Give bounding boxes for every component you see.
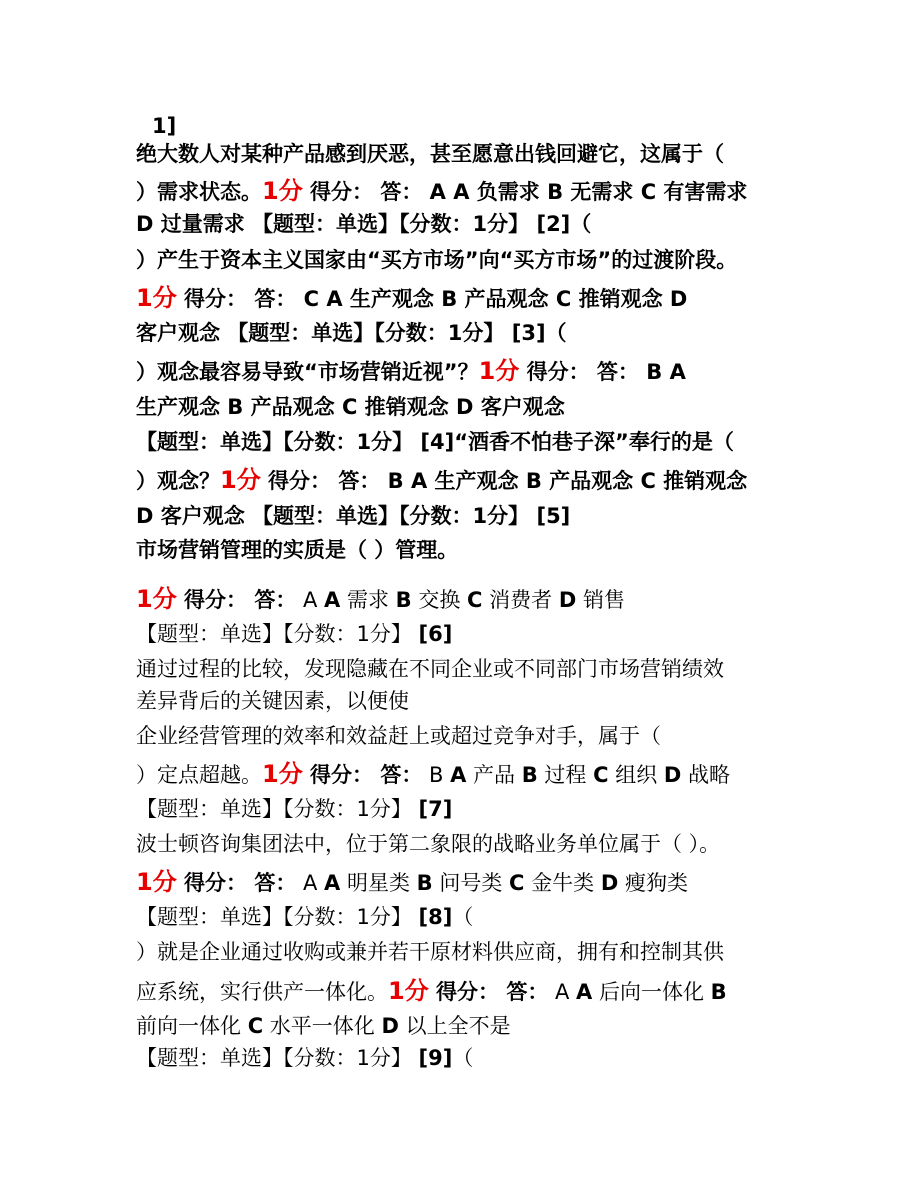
text-segment: D: [558, 588, 577, 612]
text-line: [136, 621, 452, 647]
text-line: [136, 656, 724, 682]
text-segment: A: [296, 588, 325, 612]
text-segment: A: [576, 980, 593, 1004]
text-segment: 得分： 答： C A 生产观念 B 产品观念 C 推销观念 D: [176, 287, 688, 311]
score-label: 1分: [478, 357, 520, 385]
text-line: [136, 503, 570, 529]
text-line: [136, 586, 625, 612]
text-segment: B: [422, 763, 451, 787]
text-segment: A: [450, 763, 467, 787]
text-line: [136, 1013, 511, 1039]
text-segment: D 客户观念 【题型：单选】【分数：1分】 [5]: [136, 504, 571, 528]
text-line: [136, 904, 473, 930]
text-segment: 战略: [681, 763, 730, 787]
text-segment: [8]: [418, 905, 453, 929]
text-segment: ）观念？: [136, 469, 220, 493]
text-segment: 交换: [411, 588, 468, 612]
text-segment: 绝大数人对某种产品感到厌恶，甚至愿意出钱回避它，这属于（: [136, 142, 724, 166]
score-label: 1分: [136, 585, 177, 613]
text-segment: [9]: [418, 1046, 453, 1070]
text-line: [136, 285, 687, 311]
text-segment: A: [324, 871, 341, 895]
text-segment: 以上全不是: [398, 1014, 511, 1038]
text-segment: ）需求状态。: [136, 180, 262, 204]
text-segment: 差异背后的关键因素，以便使: [136, 689, 409, 713]
score-label: 1分: [136, 284, 177, 312]
text-segment: 得分： 答：: [302, 763, 423, 787]
text-segment: B: [521, 763, 538, 787]
text-line: [136, 723, 661, 749]
text-line: [136, 978, 727, 1004]
text-segment: ）定点超越。: [136, 763, 262, 787]
text-segment: 组织: [608, 763, 664, 787]
text-line: [136, 761, 730, 787]
text-segment: B: [395, 588, 412, 612]
text-segment: 得分： 答：: [176, 588, 297, 612]
score-label: 1分: [262, 177, 303, 205]
text-segment: 【题型：单选】【分数：1分】: [136, 797, 419, 821]
text-line: [136, 211, 591, 237]
text-segment: A: [296, 871, 325, 895]
text-line: [152, 113, 176, 139]
text-segment: 企业经营管理的效率和效益赶上或超过竞争对手，属于（: [136, 724, 661, 748]
text-segment: 得分： 答： B A 生产观念 B 产品观念 C 推销观念: [260, 469, 748, 493]
text-segment: 后向一体化: [592, 980, 711, 1004]
text-line: [136, 247, 737, 273]
text-segment: A: [548, 980, 577, 1004]
text-segment: D: [600, 871, 619, 895]
text-line: [136, 831, 720, 857]
text-segment: 需求: [340, 588, 396, 612]
text-segment: 生产观念 B 产品观念 C 推销观念 D 客户观念: [136, 395, 565, 419]
text-segment: B: [710, 980, 727, 1004]
text-segment: 得分： 答： B A: [519, 360, 686, 384]
text-segment: 金牛类: [524, 871, 601, 895]
text-line: [136, 178, 747, 204]
text-segment: 得分： 答： A A 负需求 B 无需求 C 有害需求: [302, 180, 748, 204]
text-segment: C: [467, 588, 483, 612]
text-segment: 得分： 答：: [176, 871, 297, 895]
text-line: [136, 467, 747, 493]
text-segment: D 过量需求 【题型：单选】【分数：1分】 [2]（: [136, 212, 592, 236]
text-segment: 【题型：单选】【分数：1分】: [136, 1046, 419, 1070]
text-segment: （: [452, 905, 474, 929]
text-segment: ）就是企业通过收购或兼并若干原材料供应商，拥有和控制其供: [136, 940, 724, 964]
text-segment: 【题型：单选】【分数：1分】: [136, 905, 419, 929]
text-line: [136, 869, 688, 895]
text-segment: 市场营销管理的实质是（ ）管理。: [136, 538, 459, 562]
text-segment: 水平一体化: [263, 1014, 382, 1038]
text-segment: 【题型：单选】【分数：1分】: [136, 622, 419, 646]
text-segment: 应系统，实行供产一体化。: [136, 980, 388, 1004]
text-segment: D: [381, 1014, 399, 1038]
text-segment: ）观念最容易导致“市场营销近视”？: [136, 360, 479, 384]
text-segment: 明星类: [340, 871, 417, 895]
text-segment: C: [509, 871, 525, 895]
text-segment: 瘦狗类: [618, 871, 688, 895]
text-line: [136, 429, 734, 455]
text-line: [136, 537, 458, 563]
text-segment: 问号类: [432, 871, 510, 895]
text-line: [136, 320, 567, 346]
text-segment: [6]: [418, 622, 453, 646]
text-line: [136, 796, 452, 822]
text-line: [136, 1045, 473, 1071]
text-segment: 【题型：单选】【分数：1分】 [4]“酒香不怕巷子深”奉行的是（: [136, 430, 734, 454]
text-segment: 1]: [152, 114, 177, 138]
text-line: [136, 394, 565, 420]
text-segment: A: [324, 588, 341, 612]
text-segment: 消费者: [482, 588, 559, 612]
text-line: [136, 688, 409, 714]
text-segment: 波士顿咨询集团法中，位于第二象限的战略业务单位属于（ ）。: [136, 832, 721, 856]
text-segment: C: [593, 763, 609, 787]
score-label: 1分: [220, 466, 261, 494]
text-segment: 前向一体化: [136, 1014, 248, 1038]
score-label: 1分: [136, 868, 177, 896]
text-segment: 通过过程的比较，发现隐藏在不同企业或不同部门市场营销绩效: [136, 657, 724, 681]
text-segment: 客户观念 【题型：单选】【分数：1分】 [3]（: [136, 321, 567, 345]
text-segment: 产品: [466, 763, 522, 787]
text-segment: C: [247, 1014, 264, 1038]
text-segment: 得分： 答：: [428, 980, 549, 1004]
text-segment: B: [416, 871, 433, 895]
text-line: [136, 358, 686, 384]
text-line: [136, 939, 724, 965]
text-segment: [7]: [418, 797, 453, 821]
text-segment: D: [663, 763, 682, 787]
score-label: 1分: [388, 977, 429, 1005]
score-label: 1分: [262, 760, 303, 788]
text-segment: 销售: [576, 588, 625, 612]
text-segment: 过程: [537, 763, 594, 787]
text-segment: ）产生于资本主义国家由“买方市场”向“买方市场”的过渡阶段。: [136, 248, 738, 272]
text-line: [136, 141, 724, 167]
text-segment: （: [452, 1046, 474, 1070]
